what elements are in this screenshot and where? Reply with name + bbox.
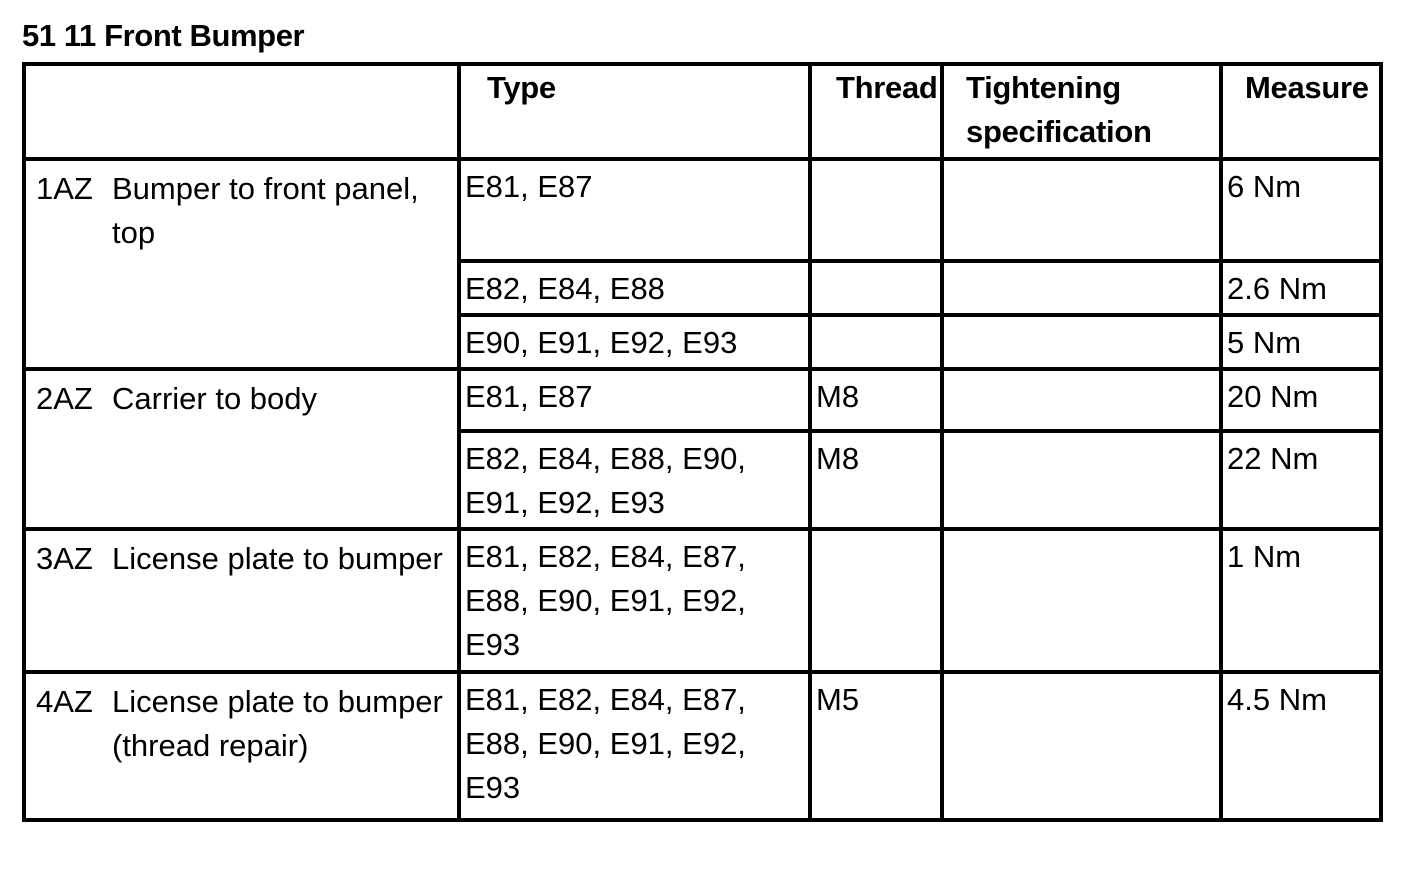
type-cell: E90, E91, E92, E93: [459, 315, 810, 369]
type-cell: E81, E82, E84, E87, E88, E90, E91, E92, E93: [459, 672, 810, 820]
header-tightening-specification: Tightening specification: [942, 64, 1221, 159]
header-type: Type: [459, 64, 810, 159]
component-code: 4AZ: [36, 684, 93, 719]
header-thread: Thread: [810, 64, 942, 159]
component-description: Bumper to front panel, top: [112, 171, 419, 250]
measure-cell: 6 Nm: [1221, 159, 1381, 261]
table-row: [24, 672, 1381, 820]
tightening-cell: [942, 529, 1221, 672]
thread-cell: [810, 159, 942, 261]
tightening-cell: [942, 315, 1221, 369]
measure-cell: 22 Nm: [1221, 431, 1381, 529]
tightening-cell: [942, 159, 1221, 261]
thread-cell: [810, 261, 942, 315]
measure-cell: 2.6 Nm: [1221, 261, 1381, 315]
component-description: License plate to bumper: [112, 541, 443, 576]
thread-cell: M5: [810, 672, 942, 820]
component-cell-3az: [24, 529, 459, 672]
table-row: [24, 159, 1381, 261]
component-cell-1az: [24, 159, 459, 369]
header-row: [24, 64, 1381, 159]
measure-cell: 5 Nm: [1221, 315, 1381, 369]
measure-cell: 20 Nm: [1221, 369, 1381, 431]
measure-cell: 4.5 Nm: [1221, 672, 1381, 820]
table-row: [24, 369, 1381, 431]
thread-cell: M8: [810, 369, 942, 431]
thread-cell: M8: [810, 431, 942, 529]
type-cell: E82, E84, E88: [459, 261, 810, 315]
component-cell-4az: [24, 672, 459, 820]
measure-cell: 1 Nm: [1221, 529, 1381, 672]
torque-spec-table: [22, 62, 1383, 822]
thread-cell: [810, 315, 942, 369]
component-description: License plate to bumper (thread repair): [112, 684, 443, 763]
tightening-cell: [942, 261, 1221, 315]
type-cell: E81, E87: [459, 369, 810, 431]
thread-cell: [810, 529, 942, 672]
type-cell: E81, E82, E84, E87, E88, E90, E91, E92, E93: [459, 529, 810, 672]
component-code: 2AZ: [36, 381, 93, 416]
header-measure: Measure: [1221, 64, 1381, 159]
tightening-cell: [942, 672, 1221, 820]
tightening-cell: [942, 431, 1221, 529]
type-cell: E81, E87: [459, 159, 810, 261]
type-cell: E82, E84, E88, E90, E91, E92, E93: [459, 431, 810, 529]
table-row: [24, 529, 1381, 672]
component-code: 3AZ: [36, 541, 93, 576]
page-title: 51 11 Front Bumper: [22, 18, 305, 53]
component-cell-2az: [24, 369, 459, 529]
tightening-cell: [942, 369, 1221, 431]
component-code: 1AZ: [36, 171, 93, 206]
header-component: [24, 64, 459, 159]
component-description: Carrier to body: [112, 381, 318, 416]
